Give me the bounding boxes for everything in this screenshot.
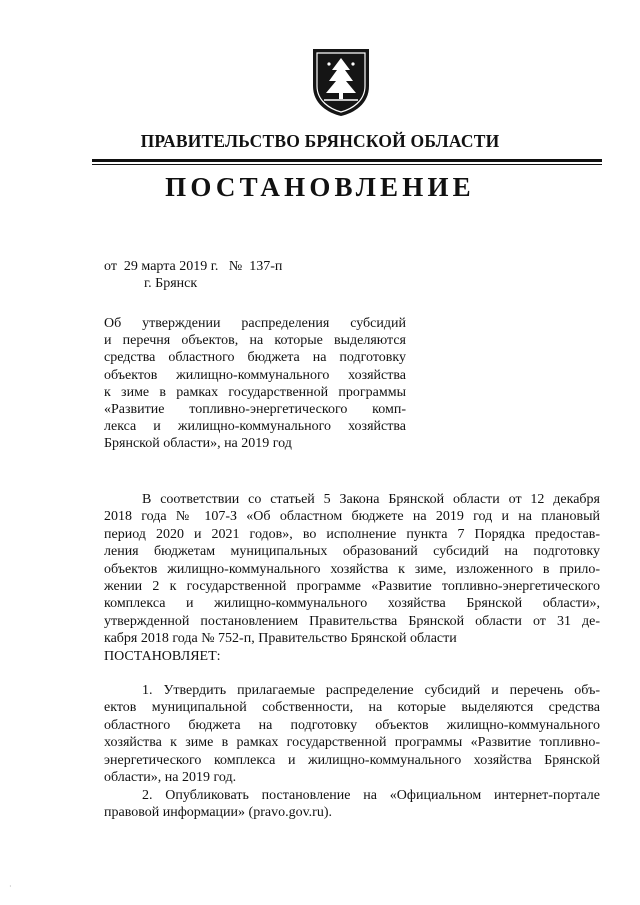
document-subject <box>104 315 406 453</box>
item2-line: 2. Опубликовать постановление на «Официальном интернет-портале <box>142 787 600 803</box>
subject-line: к зиме в рамках государственной программы <box>104 384 406 400</box>
subject-line: средства областного бюджета на подготовку <box>104 350 406 366</box>
scan-margin-mark: · <box>9 882 12 891</box>
preamble-line: кабря 2018 года № 752-п, Правительство Брянской области <box>104 631 457 647</box>
item1-line: хозяйства к зиме в рамках государственной программы «Развитие топливно- <box>104 735 600 751</box>
city-line: г. Брянск <box>144 276 198 291</box>
preamble-line: утвержденной постановлением Правительства Брянской области от 31 де- <box>104 613 600 629</box>
preamble-line: жении 2 к государственной программе «Развитие топливно-энергетического <box>104 579 600 595</box>
resolves-heading: ПОСТАНОВЛЯЕТ: <box>104 648 221 664</box>
item1-line: 1. Утвердить прилагаемые распределение субсидий и перечень объ- <box>142 683 600 699</box>
subject-line: объектов жилищно-коммунального хозяйства <box>104 367 406 383</box>
item1-line: областного бюджета на подготовку объектов жилищно-коммунального <box>104 717 600 733</box>
subject-line: и перечня объектов, на которые выделяются <box>104 333 406 349</box>
subject-line: лекса и жилищно-коммунального хозяйства <box>104 419 406 435</box>
preamble-line: 2018 года № 107-З «Об областном бюджете на 2019 год и на плановый <box>104 509 600 525</box>
subject-line: Об утверждении распределения субсидий <box>104 316 406 331</box>
preamble-line: период 2020 и 2021 годов», во исполнение пункта 7 Порядка предостав- <box>104 526 600 542</box>
subject-line: «Развитие топливно-энергетического комп- <box>104 402 406 418</box>
coat-of-arms-icon <box>310 46 372 118</box>
item2-line: правовой информации» (pravo.gov.ru). <box>104 804 332 820</box>
document-body <box>104 491 600 821</box>
government-name: ПРАВИТЕЛЬСТВО БРЯНСКОЙ ОБЛАСТИ <box>140 131 500 151</box>
preamble-line: комплекса и жилищно-коммунального хозяйства Брянской области», <box>104 596 600 612</box>
document-type: ПОСТАНОВЛЕНИЕ <box>165 172 475 202</box>
item1-line: ектов муниципальной собственности, на которые выделяются средства <box>104 700 600 716</box>
header-rule-thin <box>92 164 602 165</box>
item1-line: области», на 2019 год. <box>104 770 237 786</box>
preamble-line: объектов жилищно-коммунального хозяйства к зиме, изложенного в прило- <box>104 561 600 577</box>
preamble-line: ления бюджетам муниципальных образований субсидий на подготовку <box>104 544 600 560</box>
date-number-line: от 29 марта 2019 г. № 137-п <box>104 259 283 274</box>
item1-line: энергетического комплекса и жилищно-коммунального хозяйства Брянской <box>104 752 600 768</box>
preamble-line: В соответствии со статьей 5 Закона Брянской области от 12 декабря <box>142 492 600 507</box>
paragraph-gap <box>104 665 600 682</box>
subject-line: Брянской области», на 2019 год <box>104 436 292 452</box>
header-rule-thick <box>92 159 602 162</box>
